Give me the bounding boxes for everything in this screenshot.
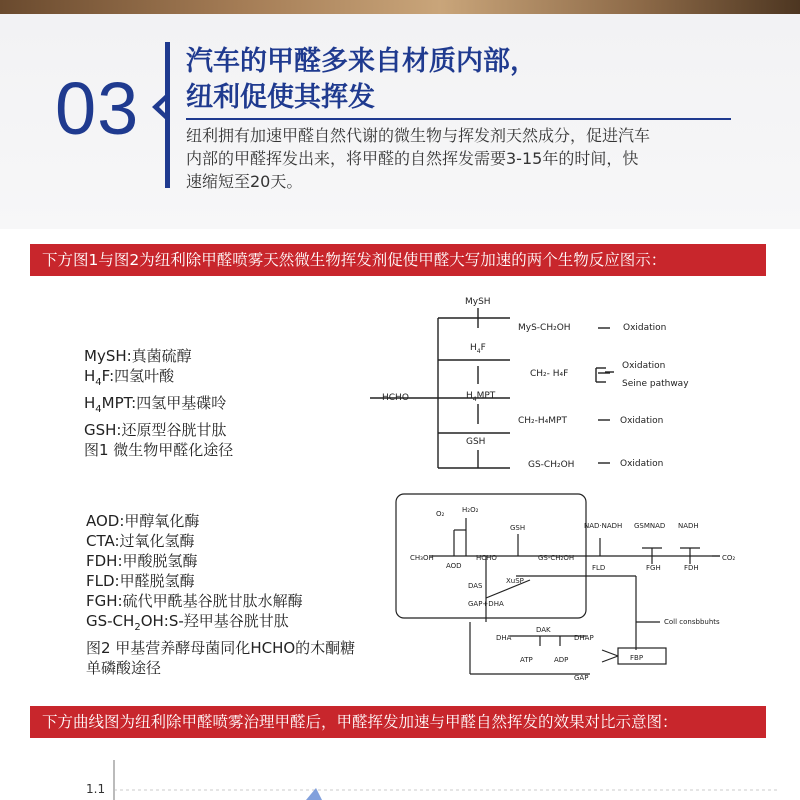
legend-item: $H_4F$:四氢叶酸 bbox=[84, 367, 175, 388]
h4f-label: $H_4F$ bbox=[470, 343, 486, 355]
atp-label: ATP bbox=[520, 656, 533, 664]
coll-consbbuhts-label: Coll consbbuhts bbox=[664, 618, 720, 626]
das-label: DAS bbox=[468, 582, 483, 590]
gsh-label: GSH bbox=[510, 524, 526, 532]
xusp-label: XuSP bbox=[506, 577, 524, 585]
legend-item: $H_4MPT$:四氢甲基碟呤 bbox=[84, 394, 227, 415]
fbp-label: FBP bbox=[630, 654, 644, 662]
h4mpt-label: $H_4MPT$ bbox=[466, 391, 496, 403]
oxidation-label: Oxidation bbox=[620, 416, 664, 426]
paragraph-line: 纽利拥有加速甲醛自然代谢的微生物与挥发剂天然成分，促进汽车 bbox=[186, 126, 651, 145]
gsmnad-label: GSMNAD bbox=[634, 522, 666, 530]
figure1-pathway-diagram bbox=[370, 290, 700, 480]
adp-label: ADP bbox=[554, 656, 569, 664]
section-title-line2: 纽利促使其挥发 bbox=[186, 82, 375, 113]
mysh-label: MySH bbox=[465, 297, 491, 307]
oxidation-label: Oxidation bbox=[622, 361, 666, 371]
figure2-caption-cont: 单磷酸途径 bbox=[86, 659, 162, 677]
figure2-caption: 图2 甲基营养酵母菌同化HCHO的木酮糖 bbox=[86, 639, 356, 657]
co2-label: CO₂ bbox=[722, 554, 736, 562]
ch3oh-label: CH₃OH bbox=[410, 554, 434, 562]
header-photo-strip bbox=[0, 0, 800, 14]
hcho-label: HCHO bbox=[476, 554, 497, 562]
figure1-caption: 图1 微生物甲醛化途径 bbox=[84, 441, 234, 459]
section-paragraph bbox=[186, 124, 736, 193]
legend-item: AOD:甲醇氧化酶 bbox=[86, 512, 200, 530]
oxidation-label: Oxidation bbox=[620, 459, 664, 469]
figure2-pathway-diagram bbox=[390, 490, 750, 690]
product-mys-ch2oh: MyS-CH₂OH bbox=[518, 323, 571, 333]
legend-item: FLD:甲醛脱氢酶 bbox=[86, 572, 195, 590]
fdh-label: FDH bbox=[684, 564, 699, 572]
product-gs-ch2oh: GS-CH₂OH bbox=[528, 460, 575, 470]
h2o2-label: H₂O₂ bbox=[462, 506, 479, 514]
legend-figure1 bbox=[84, 346, 233, 460]
fgh-label: FGH bbox=[646, 564, 661, 572]
legend-item: MySH:真菌硫醇 bbox=[84, 347, 192, 365]
o2-label: O₂ bbox=[436, 510, 445, 518]
nad-nadh-label: NAD·NADH bbox=[584, 522, 623, 530]
legend-item: FGH:硫代甲酰基谷胱甘肽水解酶 bbox=[86, 592, 303, 610]
section-title bbox=[186, 44, 537, 116]
paragraph-line: 速缩短至20天。 bbox=[186, 172, 303, 191]
seine-pathway-label: Seine pathway bbox=[622, 379, 689, 389]
banner-diagrams: 下方图1与图2为纽利除甲醛喷雾天然微生物挥发剂促使甲醛大写加速的两个生物反应图示： bbox=[30, 244, 766, 276]
product-ch2-h4mpt: CH₂-H₄MPT bbox=[518, 416, 567, 426]
section-title-line1: 汽车的甲醛多来自材质内部， bbox=[186, 46, 537, 77]
gap-label: GAP bbox=[574, 674, 589, 682]
banner-curve-chart: 下方曲线图为纽利除甲醛喷雾治理甲醛后，甲醛挥发加速与甲醛自然挥发的效果对比示意图： bbox=[30, 706, 766, 738]
legend-item: $GS-CH_2OH:S-$羟甲基谷胱甘肽 bbox=[86, 612, 289, 633]
dha-label: DHA bbox=[496, 634, 512, 642]
gap-dha-label: GAP+DHA bbox=[468, 600, 504, 608]
section-accent-bar bbox=[165, 42, 170, 188]
product-ch2-h4f: CH₂- H₄F bbox=[530, 369, 569, 379]
aod-label: AOD bbox=[446, 562, 462, 570]
hcho-label: HCHO bbox=[382, 393, 409, 403]
gsh-label: GSH bbox=[466, 437, 486, 447]
legend-item: FDH:甲酸脱氢酶 bbox=[86, 552, 198, 570]
dak-label: DAK bbox=[536, 626, 551, 634]
gs-ch2oh-label: GS-CH₂OH bbox=[538, 554, 575, 562]
nadh-label: NADH bbox=[678, 522, 699, 530]
dhap-label: DHAP bbox=[574, 634, 594, 642]
chart-y-tick: 1.1 bbox=[86, 782, 106, 796]
legend-item: GSH:还原型谷胱甘肽 bbox=[84, 421, 227, 439]
section-number: 03 bbox=[55, 67, 140, 150]
paragraph-line: 内部的甲醛挥发出来，将甲醛的自然挥发需要3-15年的时间，快 bbox=[186, 149, 639, 168]
legend-item: CTA:过氧化氢酶 bbox=[86, 532, 195, 550]
title-divider bbox=[186, 118, 731, 120]
fld-label: FLD bbox=[592, 564, 606, 572]
legend-figure2 bbox=[86, 511, 355, 678]
comparison-chart-partial bbox=[0, 760, 800, 800]
oxidation-label: Oxidation bbox=[623, 323, 667, 333]
